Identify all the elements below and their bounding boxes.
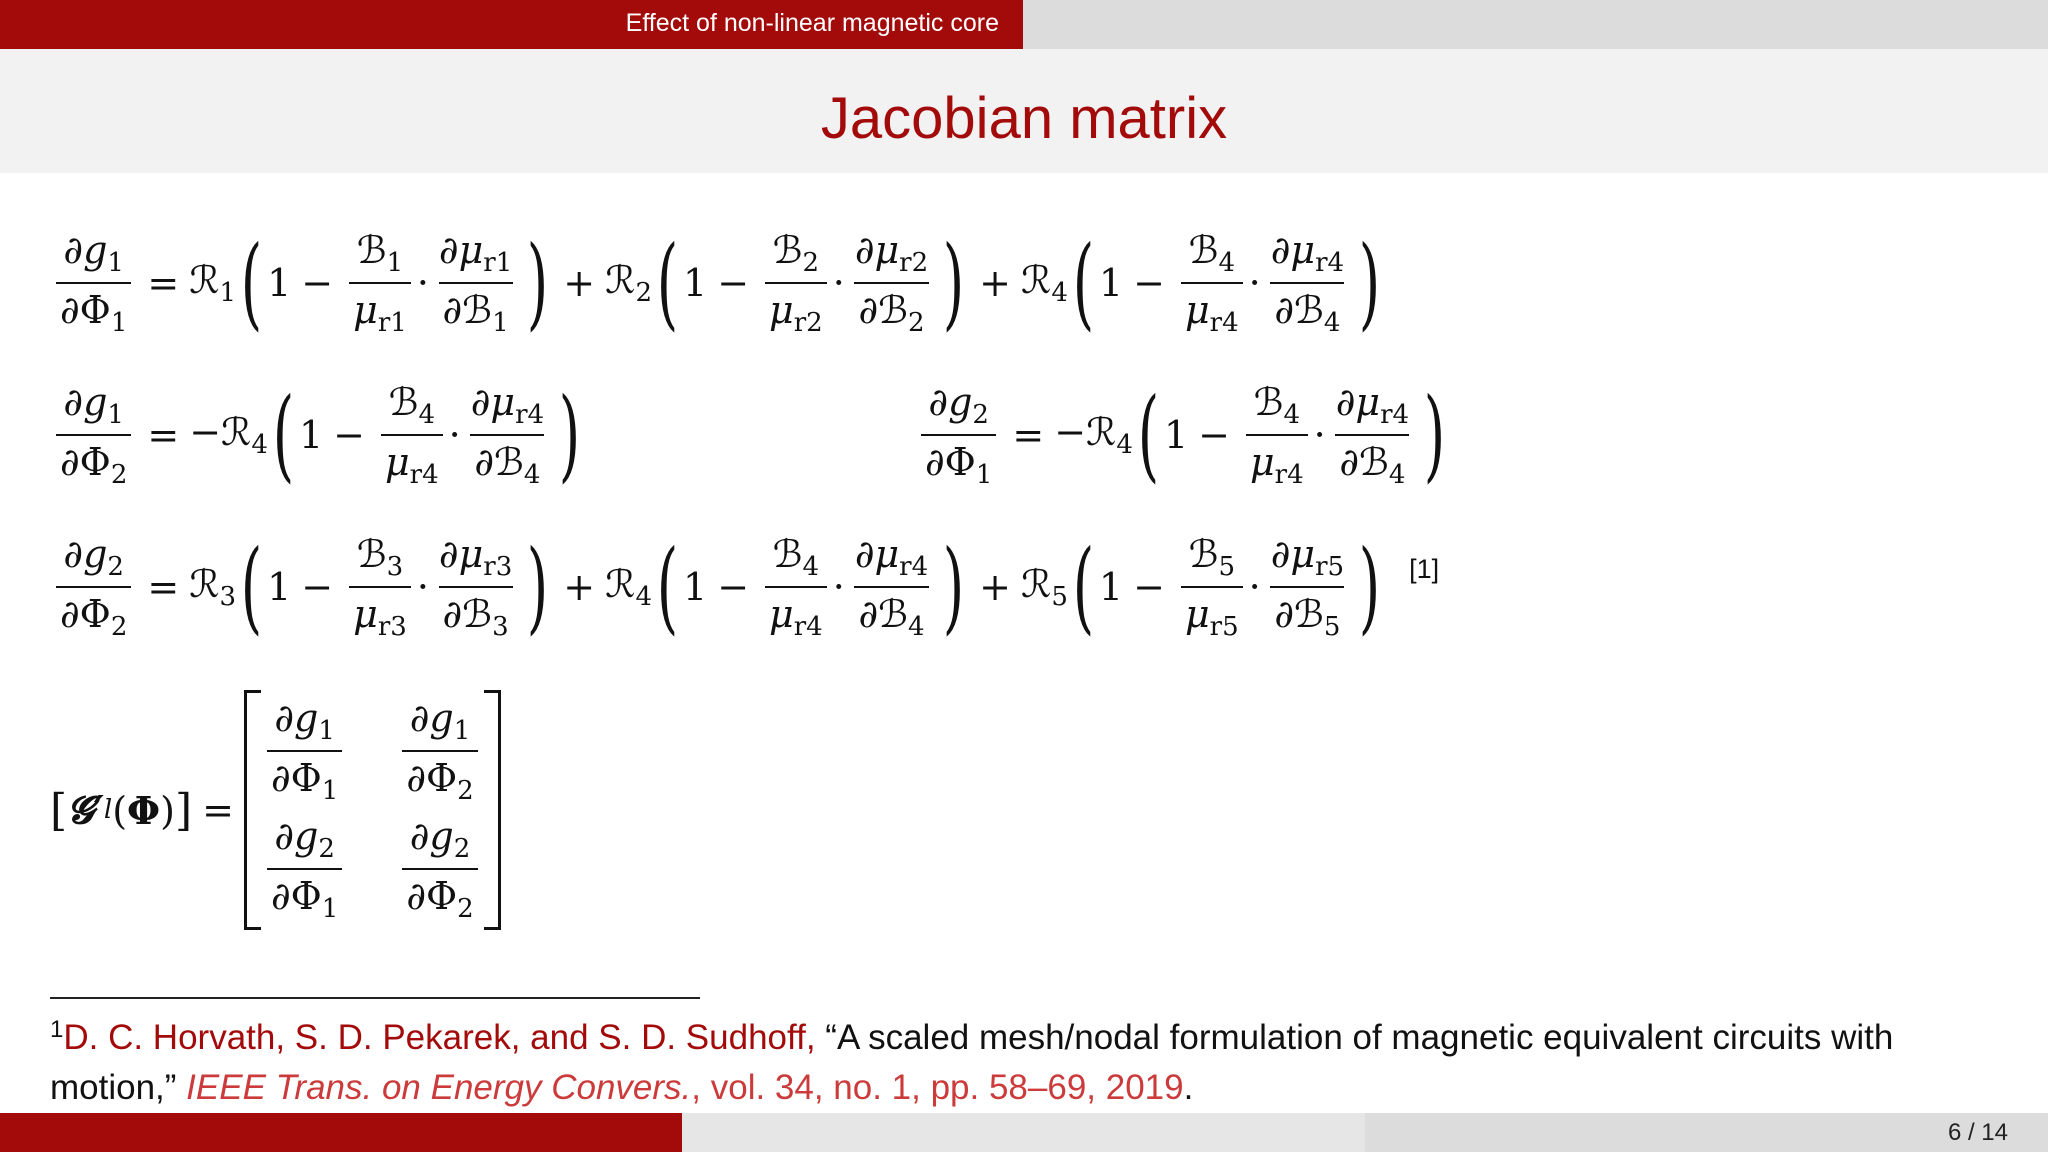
footnote-title: “A scaled mesh/nodal formulation of magnetic equivalent circuits with motion,” xyxy=(50,1018,1894,1107)
bottom-progress-bar xyxy=(0,1113,2048,1152)
equation-dg2-dphi2: $\frac{\partial g_2}{\partial\Phi_2}$ = ℛ$_3$ ( 1 − $\frac{ℬ_3}{\mu_{r3}}$ · $\frac{\partial\mu_{r3}}{\partial ℬ_3}$ ) + ℛ$_4$ ( 1 − $\frac{ℬ_4}{\mu_{r4}}$ · $\frac{\partial\mu_{r4}}{\partial ℬ_4}$ ) + ℛ$_5$ ( 1 − $\frac{ℬ_5}{\mu_{r5}}$ · $\frac{\partial\mu_{r5}}{\partial ℬ_5}$ ) [1] xyxy=(50,532,1439,642)
jacobian-matrix-equation: [ 𝓖′ l (Φ) ] = $\frac{\partial g_1}{\partial\Phi_1}$ $\frac{\partial g_1}{\partial\Phi_2}$ $\frac{\partial g_2}{\partial\Phi_1}$ $\frac{\partial g_2}{\partial\Phi_2}$ xyxy=(50,690,501,930)
equation-dg2-dphi1: $\frac{\partial g_2}{\partial\Phi_1}$ = −ℛ$_4$ ( 1 − $\frac{ℬ_4}{\mu_{r4}}$ · $\frac{\partial\mu_{r4}}{\partial ℬ_4}$ ) xyxy=(915,380,1450,490)
equation-dg1-dphi1: $\frac{\partial g_1}{\partial\Phi_1}$ = ℛ$_1$ ( 1 − $\frac{ℬ_1}{\mu_{r1}}$ · $\frac{\partial\mu_{r1}}{\partial ℬ_1}$ ) + ℛ$_2$ ( 1 − $\frac{ℬ_2}{\mu_{r2}}$ · $\frac{\partial\mu_{r2}}{\partial ℬ_2}$ ) + ℛ$_4$ ( 1 − $\frac{ℬ_4}{\mu_{r4}}$ · $\frac{\partial\mu_{r4}}{\partial ℬ_4}$ ) xyxy=(50,228,1385,338)
page-number: 6 / 14 xyxy=(1947,1119,2008,1146)
progress-segment-2 xyxy=(682,1113,1365,1152)
equation-dg1-dphi2: $\frac{\partial g_1}{\partial\Phi_2}$ = −ℛ$_4$ ( 1 − $\frac{ℬ_4}{\mu_{r4}}$ · $\frac{\partial\mu_{r4}}{\partial ℬ_4}$ ) xyxy=(50,380,585,490)
citation-link[interactable]: [1] xyxy=(1409,553,1440,584)
title-bar xyxy=(0,49,2048,173)
progress-segment-1 xyxy=(0,1113,682,1152)
jacobian-matrix: $\frac{\partial g_1}{\partial\Phi_1}$ $\frac{\partial g_1}{\partial\Phi_2}$ $\frac{\partial g_2}{\partial\Phi_1}$ $\frac{\partial g_2}{\partial\Phi_2}$ xyxy=(244,690,501,930)
footnote xyxy=(50,1005,2000,1113)
section-title[interactable]: Effect of non-linear magnetic core xyxy=(0,0,1023,49)
slide-title: Jacobian matrix xyxy=(820,86,1228,151)
footnote-details-link[interactable]: , vol. 34, no. 1, pp. 58–69, 2019 xyxy=(691,1068,1184,1107)
footnote-rule xyxy=(50,997,700,999)
footnote-end: . xyxy=(1183,1068,1194,1107)
footnote-journal-link[interactable]: IEEE Trans. on Energy Convers. xyxy=(186,1068,692,1107)
footnote-authors-link[interactable]: D. C. Horvath, S. D. Pekarek, and S. D. Sudhoff, xyxy=(63,1018,816,1057)
footnote-number: 1 xyxy=(50,1016,64,1043)
top-navigation-bar xyxy=(0,0,2048,49)
